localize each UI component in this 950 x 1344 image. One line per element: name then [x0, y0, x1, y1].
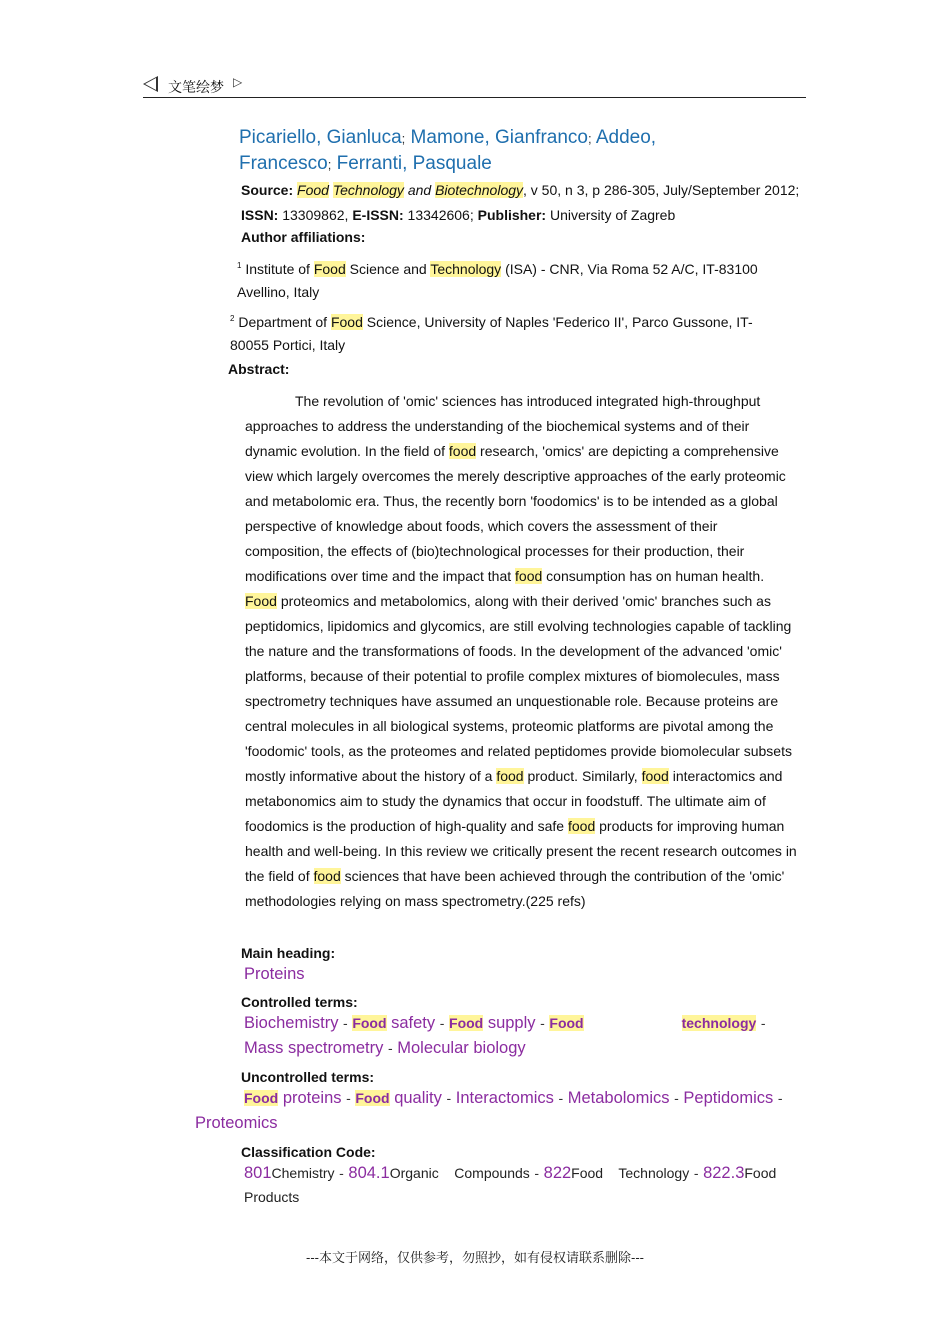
term-link[interactable]: Interactomics [455, 1089, 554, 1107]
source-block: Source: Food Technology and Biotechnology, v 50, n 3, p 286-305, July/September 2012; ISSN: 13309862, E-ISSN: 13342606; Publisher: University of Zagreb [241, 182, 800, 223]
term-link[interactable]: quality [394, 1089, 442, 1107]
author-name[interactable]: Picariello, Gianluca [239, 127, 402, 148]
controlled-terms: Biochemistry - Food safety - Food supply - Food technology - Mass spectrometry - Molecular biology [244, 1014, 766, 1057]
main-heading-value [244, 962, 305, 987]
uncontrolled-terms: Food proteins - Food quality - Interactomics - Metabolomics - Peptidomics - [244, 1089, 783, 1107]
forward-triangle-icon: ▷ [233, 75, 243, 89]
classification-label: Classification Code: [241, 1144, 376, 1160]
main-heading-label: Main heading: [241, 945, 336, 961]
affiliation-item: $^1$ Institute of Food Science and Technology (ISA) - CNR, Via Roma 52 A/C, IT-83100 Avellino, Italy [237, 261, 758, 300]
brand-text: 文笔绘梦 [168, 79, 224, 95]
term-link[interactable]: Biochemistry [244, 1014, 339, 1032]
term-link[interactable]: supply [487, 1014, 536, 1032]
classification-codes: 801Chemistry - 804.1Organic Compounds - 822Food Technology - 822.3Food Products [244, 1164, 777, 1205]
uncontrolled-terms-label: Uncontrolled terms: [241, 1069, 375, 1085]
class-code-link[interactable]: 822.3 [703, 1164, 745, 1182]
controlled-terms-label: Controlled terms: [241, 994, 358, 1010]
back-triangle-icon [143, 76, 158, 92]
term-link[interactable]: safety [391, 1014, 436, 1032]
author-list: Picariello, Gianluca; Mamone, Gianfranco; Addeo, Francesco; Ferranti, Pasquale [239, 127, 657, 174]
term-link[interactable]: Metabolomics [567, 1089, 670, 1107]
abstract-label: Abstract: [228, 361, 290, 377]
class-code-link[interactable]: 801 [244, 1164, 272, 1182]
author-name[interactable]: Mamone, Gianfranco [410, 127, 588, 148]
term-link[interactable]: Proteomics [195, 1114, 278, 1132]
class-code-link[interactable]: 822 [543, 1164, 572, 1182]
term-link[interactable]: Molecular biology [397, 1039, 526, 1057]
term-link[interactable]: Proteins [244, 965, 305, 983]
term-link[interactable]: Mass spectrometry [244, 1039, 384, 1057]
affiliation-item: $^2$ Department of Food Science, University of Naples 'Federico II', Parco Gussone, IT-80055 Portici, Italy [230, 314, 753, 353]
term-link[interactable]: proteins [282, 1089, 342, 1107]
author-name[interactable]: Ferranti, Pasquale [336, 153, 492, 174]
affiliations-label: Author affiliations: [241, 229, 366, 245]
page-footer: ---本文于网络，仅供参考，勿照抄，如有侵权请联系删除--- [306, 1250, 644, 1265]
page-header [143, 73, 806, 98]
author-name[interactable]: Addeo, Francesco [239, 127, 657, 174]
journal-name[interactable]: Food [297, 182, 329, 198]
term-link[interactable]: Peptidomics [683, 1089, 774, 1107]
class-code-link[interactable]: 804.1 [348, 1164, 390, 1182]
abstract-text: The revolution of 'omic' sciences has introduced integrated high-throughput approaches to address the understanding of the biochemical systems and of their dynamic evolution. In the field of food research, 'omics' are depicting a comprehensive view which largely overcomes the merely descriptive approaches of the early proteomic and metabolomic era. Thus, the recently born 'foodomics' is to be intended as a global perspective of knowledge about foods, which covers the assessment of their composition, the effects of (bio)technological processes for their production, their modifications over time and the impact that food consumption has on human health. Food proteomics and metabolomics, along with their derived 'omic' branches such as peptidomics, lipidomics and glycomics, are still evolving technologies capable of tackling the nature and the transformations of foods. In the development of the advanced 'omic' platforms, because of their potential to profile complex mixtures of biomolecules, mass spectrometry techniques have assumed an unquestionable role. Because proteins are central molecules in all biological systems, proteomic platforms are pivotal among the 'foodomic' tools, as the proteomes and related peptidomes provide biomolecular subsets mostly informative about the history of a food product. Similarly, food interactomics and metabonomics aim to study the dynamics that occur in foodstuff. The ultimate aim of foodomics is the production of high-quality and safe food products for improving human health and well-being. In this review we critically present the recent research outcomes in the field of food sciences that have been achieved through the contribution of the 'omic' methodologies relying on mass spectrometry.(225 refs) [245, 393, 797, 909]
uncontrolled-terms-overflow [195, 1111, 278, 1136]
